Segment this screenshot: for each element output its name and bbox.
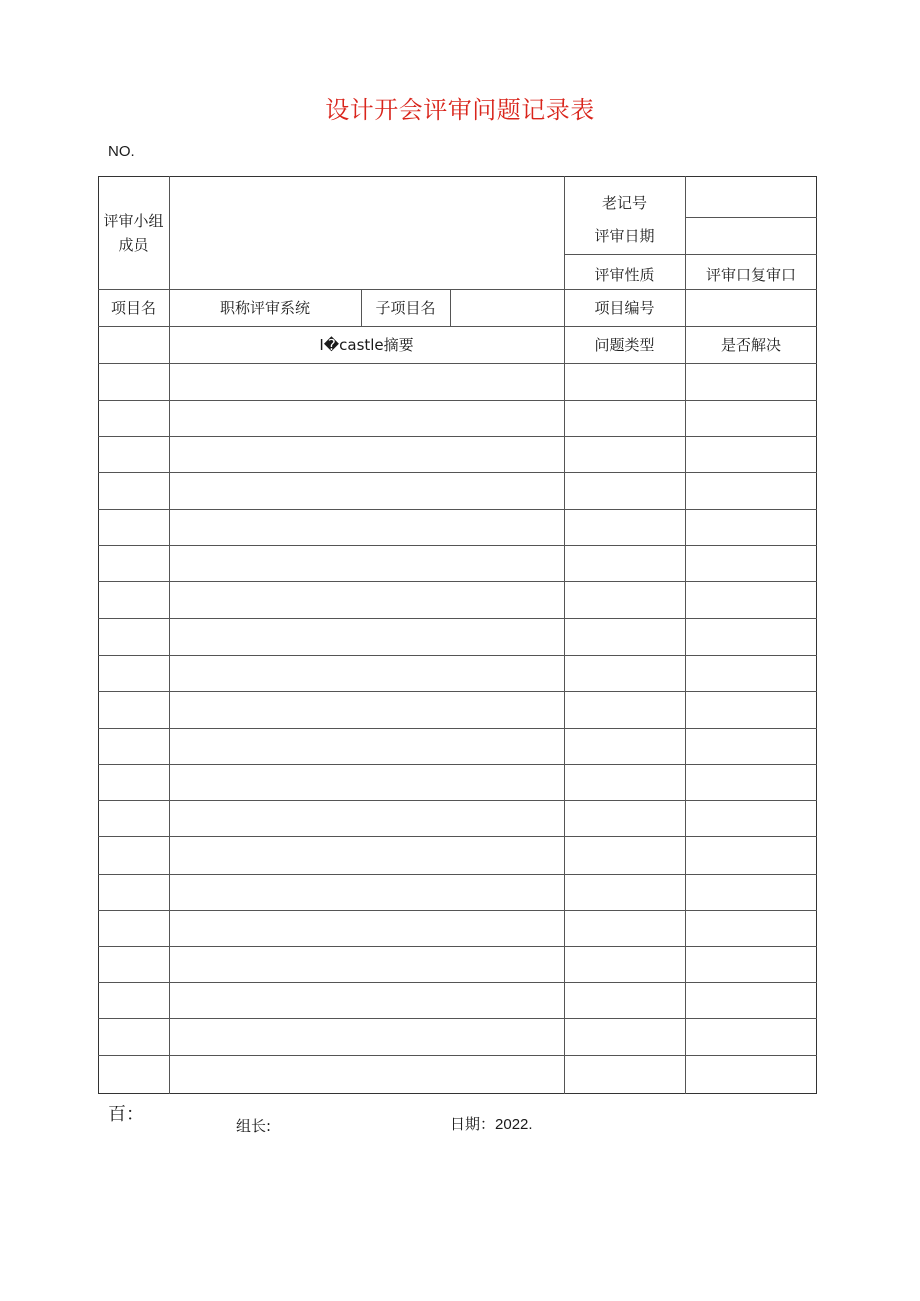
column-header-summary: I�castle摘要	[319, 335, 414, 354]
table-row-line	[98, 836, 817, 837]
table-row-line	[98, 946, 817, 947]
table-row-line	[98, 691, 817, 692]
table-row-line	[98, 800, 817, 801]
footer-mark: 百：	[108, 1104, 144, 1125]
grid-line	[564, 254, 817, 255]
date-value: 2022.	[495, 1116, 533, 1133]
team-members-field[interactable]	[169, 176, 564, 289]
leader-label: 组长:	[236, 1117, 272, 1135]
team-members-label-line1: 评审小组	[103, 211, 164, 230]
date-label: 日期：	[450, 1115, 496, 1133]
project-name-value[interactable]: 职称评审系统	[219, 298, 310, 317]
project-number-field[interactable]	[685, 289, 817, 326]
table-row-line	[98, 1018, 817, 1019]
table-row-line	[98, 400, 817, 401]
project-number-label: 项目编号	[594, 298, 655, 317]
table-row-line	[98, 545, 817, 546]
column-header-resolved: 是否解决	[720, 335, 781, 354]
project-name-label: 项目名	[110, 298, 156, 317]
page-title: 设计开会评审问题记录表	[325, 96, 595, 124]
review-nature-label: 评审性质	[594, 266, 655, 284]
team-members-label-line2: 成员	[118, 235, 149, 254]
record-number-field[interactable]	[685, 176, 817, 217]
review-nature-value[interactable]: 评审口复审口	[705, 266, 796, 284]
column-header-issue-type: 问题类型	[594, 335, 655, 354]
review-date-label: 评审日期	[594, 226, 655, 245]
table-row-line	[98, 655, 817, 656]
table-row-line	[98, 728, 817, 729]
review-date-field[interactable]	[685, 217, 817, 254]
table-row-line	[98, 1055, 817, 1056]
subproject-name-field[interactable]	[450, 289, 564, 326]
table-row-line	[98, 982, 817, 983]
subproject-name-label: 子项目名	[375, 298, 436, 317]
form-number-label: NO.	[108, 143, 135, 160]
table-row-line	[98, 910, 817, 911]
record-number-label: 老记号	[601, 194, 647, 212]
table-row-line	[98, 436, 817, 437]
grid-line	[98, 363, 817, 364]
grid-line	[685, 289, 686, 1094]
table-row-line	[98, 509, 817, 510]
table-row-line	[98, 764, 817, 765]
team-members-label	[98, 176, 169, 289]
table-row-line	[98, 581, 817, 582]
table-row-line	[98, 618, 817, 619]
table-row-line	[98, 472, 817, 473]
sign-date	[450, 1113, 533, 1134]
table-row-line	[98, 874, 817, 875]
